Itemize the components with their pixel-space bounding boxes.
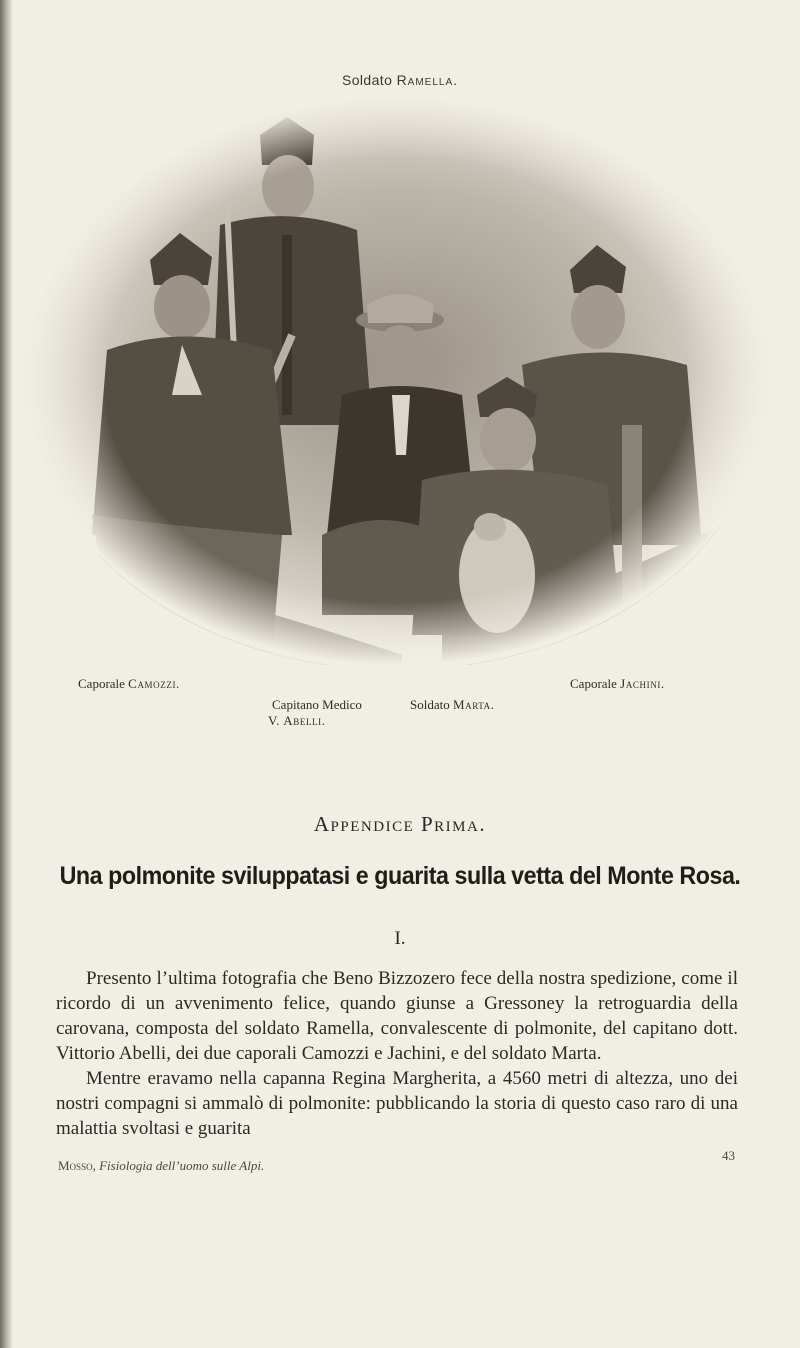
label-marta: Soldato Marta. (410, 697, 495, 712)
caption-prefix: Soldato (341, 72, 393, 88)
section-number: I. (394, 928, 406, 949)
label-jachini: Caporale Jachini. (570, 676, 665, 691)
appendix-heading: Appendice Prima. (313, 812, 487, 836)
paragraph-1: Presento l’ultima fotografia che Beno Bizzozero fece della nostra spedizione, come il ricordo di un avvenimento felice, quando giunse a Gressoney la retroguardia della carovana, composta del soldato Ramella, convalescente di polmonite, del capitano dott. Vittorio Abelli, dei due caporali Camozzi e Jachini, e del soldato Marta. (56, 968, 738, 1064)
body-text (56, 966, 738, 1141)
caption-name: Ramella. (396, 72, 459, 88)
label-camozzi: Caporale Camozzi. (78, 676, 180, 691)
chapter-title: Una polmonite sviluppatasi e guarita sulla vetta del Monte Rosa. (59, 862, 741, 890)
footer-book-title: Fisiologia dell’uomo sulle Alpi. (99, 1158, 265, 1173)
book-spine-shadow (0, 0, 12, 1348)
footer-author: Mosso, (58, 1158, 96, 1173)
footer-citation (58, 1158, 264, 1174)
group-photo (22, 95, 772, 665)
paragraph-2: Mentre eravamo nella capanna Regina Margherita, a 4560 metri di altezza, uno dei nostri compagni si ammalò di polmonite: pubblicando la storia di questo caso raro di una malattia svoltasi e guarita (56, 1068, 738, 1139)
photo-caption-top (0, 72, 800, 88)
page-number: 43 (722, 1148, 735, 1163)
label-abelli: Capitano Medico V. Abelli. (268, 697, 362, 728)
